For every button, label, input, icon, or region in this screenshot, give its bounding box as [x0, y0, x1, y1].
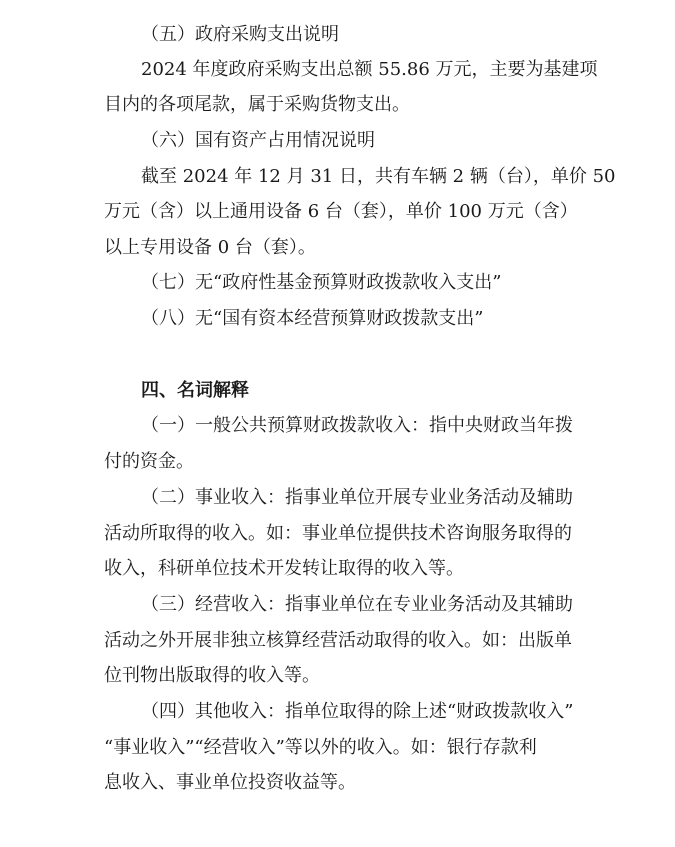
section-heading-fund7: （七）无“政府性基金预算财政拨款收入支出” — [141, 272, 502, 293]
definition-line: 收入，科研单位技术开发转让取得的收入等。 — [104, 558, 464, 579]
definition-line: 位刊物出版取得的收入等。 — [104, 665, 320, 686]
paragraph-line: 目内的各项尾款，属于采购货物支出。 — [104, 94, 410, 115]
definition-line: 活动之外开展非独立核算经营活动取得的收入。如：出版单 — [104, 630, 572, 651]
paragraph-line: 以上专用设备 0 台（套）。 — [104, 237, 316, 258]
definition-line: “事业收入”“经营收入”等以外的收入。如：银行存款利 — [104, 737, 537, 758]
definition-line: （四）其他收入：指单位取得的除上述“财政拨款收入” — [141, 701, 574, 722]
paragraph-line: 截至 2024 年 12 月 31 日，共有车辆 2 辆（台），单价 50 — [141, 166, 616, 187]
definition-line: （二）事业收入：指事业单位开展专业业务活动及辅助 — [141, 487, 573, 508]
definition-line: 活动所取得的收入。如：事业单位提供技术咨询服务取得的 — [104, 523, 572, 544]
paragraph-line: 2024 年度政府采购支出总额 55.86 万元，主要为基建项 — [141, 59, 598, 80]
part4-title: 四、名词解释 — [141, 380, 249, 401]
definition-line: 付的资金。 — [104, 451, 194, 472]
definition-line: （三）经营收入：指事业单位在专业业务活动及其辅助 — [141, 594, 573, 615]
definition-line: 息收入、事业单位投资收益等。 — [104, 772, 356, 793]
section-heading-fund8: （八）无“国有资本经营预算财政拨款支出” — [141, 308, 484, 329]
section-heading-procurement: （五）政府采购支出说明 — [141, 24, 339, 45]
definition-line: （一）一般公共预算财政拨款收入：指中央财政当年拨 — [141, 415, 573, 436]
section-heading-assets: （六）国有资产占用情况说明 — [141, 130, 375, 151]
paragraph-line: 万元（含）以上通用设备 6 台（套），单价 100 万元（含） — [104, 201, 578, 222]
